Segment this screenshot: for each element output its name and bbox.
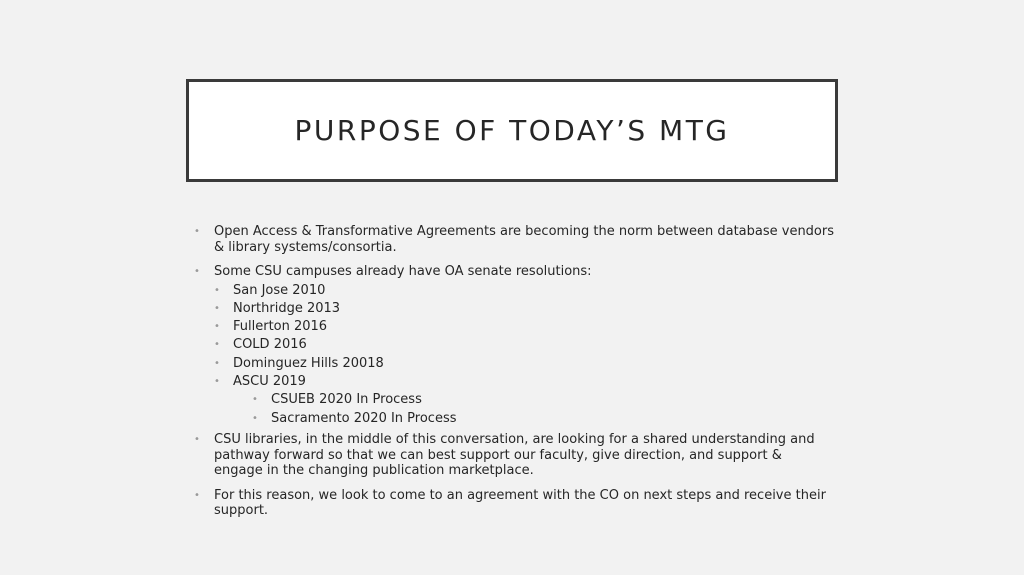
bullet-icon: • [214, 321, 220, 333]
sub-sub-bullet-item [252, 392, 834, 408]
bullet-text: Open Access & Transformative Agreements are becoming the norm between database vendors & library systems/consortia. [214, 224, 835, 255]
bullet-icon: • [252, 412, 258, 424]
bullet-icon: • [194, 226, 200, 237]
bullet-item [194, 224, 834, 255]
slide-body [194, 224, 834, 528]
sub-bullet-text: Fullerton 2016 [233, 319, 328, 335]
bullet-text: CSU libraries, in the middle of this conversation, are looking for a shared understanding and pathway forward so that we can best support our faculty, give direction, and support & engage in the changing publication marketplace. [214, 432, 815, 479]
sub-sub-bullet-text: CSUEB 2020 In Process [271, 392, 422, 408]
bullet-icon: • [214, 339, 220, 351]
sub-sub-bullet-list [252, 392, 834, 426]
sub-sub-bullet-text: Sacramento 2020 In Process [271, 410, 457, 426]
sub-bullet-item [214, 301, 834, 317]
title-box [186, 79, 838, 182]
bullet-icon: • [252, 394, 258, 406]
sub-bullet-list [214, 283, 834, 427]
bullet-list [194, 224, 834, 519]
sub-bullet-text: ASCU 2019 [233, 373, 306, 389]
slide-title: PURPOSE OF TODAY’S MTG [294, 114, 730, 147]
bullet-item [194, 488, 834, 519]
sub-bullet-text: COLD 2016 [233, 337, 307, 353]
bullet-icon: • [194, 434, 200, 446]
bullet-item [194, 264, 834, 426]
bullet-icon: • [214, 375, 220, 387]
sub-sub-bullet-item [252, 411, 834, 427]
bullet-icon: • [194, 489, 200, 501]
bullet-icon: • [194, 266, 200, 277]
sub-bullet-text: Northridge 2013 [233, 300, 341, 316]
sub-bullet-item [214, 283, 834, 299]
sub-bullet-item [214, 356, 834, 372]
sub-bullet-item [214, 337, 834, 353]
sub-bullet-item [214, 319, 834, 335]
bullet-icon: • [214, 284, 220, 296]
bullet-text: Some CSU campuses already have OA senate resolutions: [214, 264, 592, 279]
sub-bullet-text: San Jose 2010 [233, 282, 326, 298]
sub-bullet-item [214, 374, 834, 426]
bullet-item [194, 432, 834, 479]
bullet-icon: • [214, 357, 220, 369]
sub-bullet-text: Dominguez Hills 20018 [233, 355, 384, 371]
bullet-text: For this reason, we look to come to an agreement with the CO on next steps and receive their support. [214, 487, 826, 519]
bullet-icon: • [214, 302, 220, 314]
